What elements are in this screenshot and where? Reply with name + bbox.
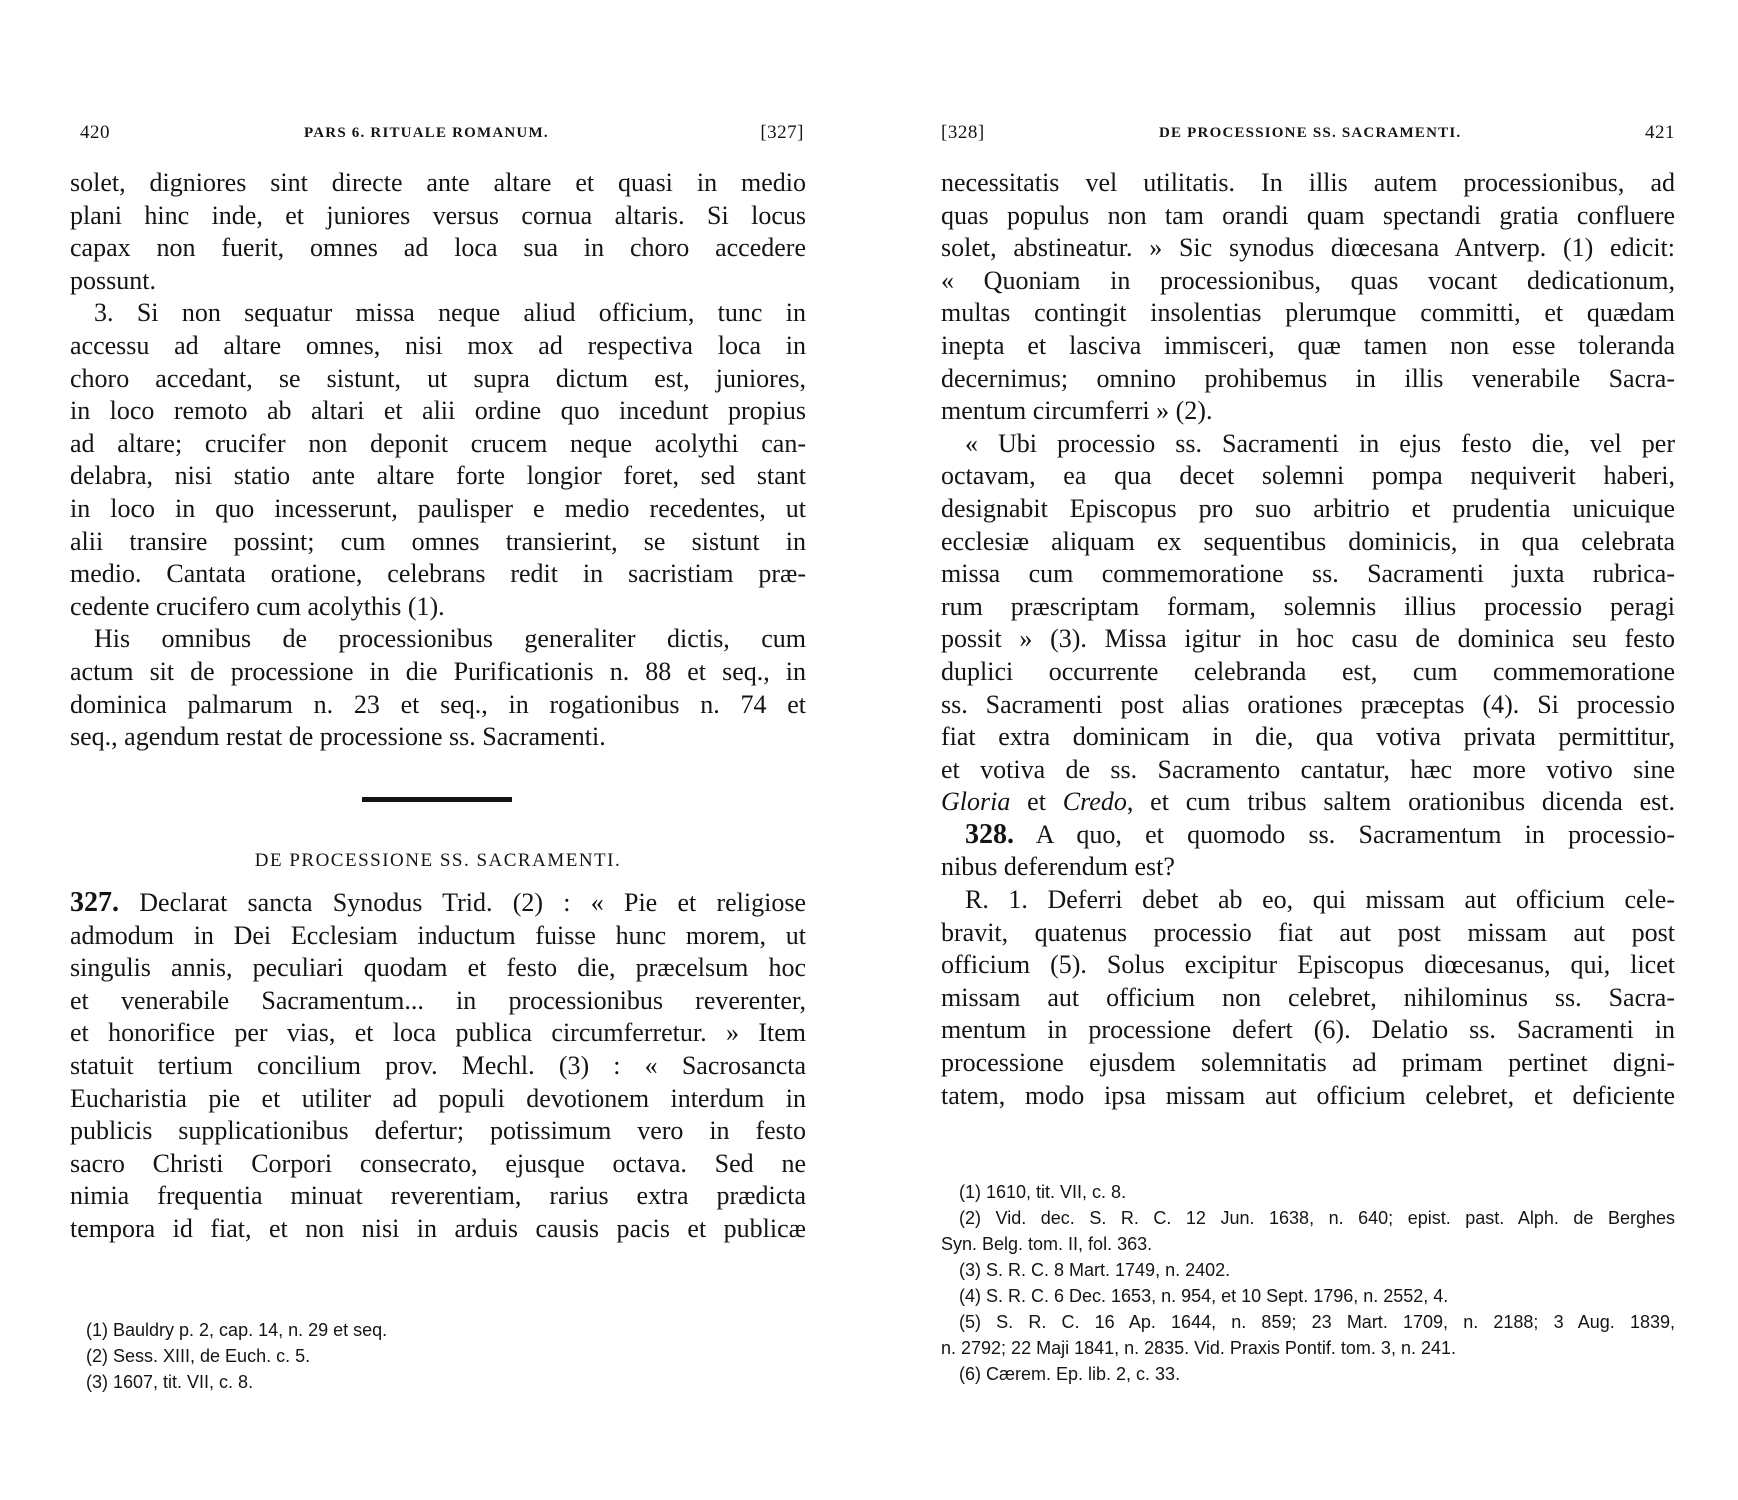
text-line: « Ubi processio ss. Sacramenti in ejus festo die, vel per: [965, 428, 1675, 458]
page-number: 421: [1645, 122, 1675, 143]
text-line: cedente crucifero cum acolythis (1).: [70, 591, 445, 621]
section-number: [327]: [760, 122, 804, 143]
text-line: statuit tertium concilium prov. Mechl. (3) : « Sacrosancta: [70, 1050, 806, 1080]
text-line: decernimus; omnino prohibemus in illis venerabile Sacra-: [941, 363, 1675, 393]
right-running-head: [941, 122, 1675, 148]
left-body-text-327: [70, 887, 806, 1246]
text-line: mentum circumferri » (2).: [941, 396, 1213, 426]
page-number: 420: [80, 122, 110, 143]
text-line: processione ejusdem solemnitatis ad primam pertinet digni-: [941, 1048, 1675, 1078]
text-line: tempora id fiat, et non nisi in arduis causis pacis et publicæ: [70, 1213, 806, 1243]
text-line: admodum in Dei Ecclesiam inductum fuisse hunc morem, ut: [70, 920, 806, 950]
footnote: (1) Bauldry p. 2, cap. 14, n. 29 et seq.: [86, 1320, 388, 1340]
text-line: rum præscriptam formam, solemnis illius processio peragi: [941, 591, 1675, 621]
footnote: (2) Sess. XIII, de Euch. c. 5.: [86, 1346, 311, 1366]
section-divider: [362, 797, 512, 802]
text-line: solet, digniores sint directe ante altare et quasi in medio: [70, 168, 806, 197]
text-line: « Quoniam in processionibus, quas vocant dedicationum,: [941, 265, 1675, 295]
text-line: duplici occurrente celebranda est, cum commemoratione: [941, 656, 1675, 686]
text-line: nibus deferendum est?: [941, 852, 1175, 882]
left-page: [70, 0, 806, 1500]
text-line: Eucharistia pie et utiliter ad populi devotionem interdum in: [70, 1083, 806, 1113]
text-line: possunt.: [70, 265, 156, 295]
text-line: medio. Cantata oratione, celebrans redit in sacristiam præ-: [70, 559, 806, 589]
footnote: n. 2792; 22 Maji 1841, n. 2835. Vid. Praxis Pontif. tom. 3, n. 241.: [941, 1338, 1456, 1358]
text-line: nimia frequentia minuat reverentiam, rarius extra prædicta: [70, 1181, 806, 1211]
text-line: fiat extra dominicam in die, qua votiva privata permittitur,: [941, 722, 1675, 752]
footnote: (4) S. R. C. 6 Dec. 1653, n. 954, et 10 Sept. 1796, n. 2552, 4.: [959, 1286, 1449, 1306]
text-line: [70, 887, 806, 920]
left-running-head: [70, 122, 806, 148]
text-line: seq., agendum restat de processione ss. Sacramenti.: [70, 722, 606, 752]
left-footnotes: [86, 1317, 806, 1395]
text-line: et votiva de ss. Sacramento cantatur, hæc more votivo sine: [941, 754, 1675, 784]
text-line: tatem, modo ipsa missam aut officium celebret, et deficiente: [941, 1080, 1675, 1110]
text-line: ecclesiæ aliquam ex sequentibus dominicis, in qua celebrata: [941, 526, 1675, 556]
text-line: 3. Si non sequatur missa neque aliud officium, tunc in: [94, 298, 806, 328]
section-heading: DE PROCESSIONE SS. SACRAMENTI.: [254, 850, 622, 871]
text-line: publicis supplicationibus defertur; potissimum vero in festo: [70, 1116, 806, 1146]
text-fragment: et: [1010, 787, 1063, 817]
running-title: PARS 6. RITUALE ROMANUM.: [304, 125, 549, 141]
text-line: missam aut officium non celebret, nihilominus ss. Sacra-: [941, 982, 1675, 1012]
text-line: in loco remoto ab altari et alii ordine quo incedunt propius: [70, 396, 806, 426]
italic-word: Gloria: [941, 787, 1011, 817]
text-line: et venerabile Sacramentum... in processionibus reverenter,: [70, 985, 806, 1015]
running-title: DE PROCESSIONE SS. SACRAMENTI.: [1159, 125, 1462, 141]
text-line: officium (5). Solus excipitur Episcopus diœcesanus, qui, licet: [941, 950, 1675, 980]
footnote: (5) S. R. C. 16 Ap. 1644, n. 859; 23 Mart. 1709, n. 2188; 3 Aug. 1839,: [959, 1312, 1675, 1332]
text-line: singulis annis, peculiari quodam et festo die, præcelsum hoc: [70, 953, 806, 983]
paragraph-number: 328.: [965, 818, 1014, 850]
italic-word: Credo: [1062, 787, 1127, 817]
text-line: choro accedant, se sistunt, ut supra dictum est, juniores,: [70, 363, 806, 393]
section-number: [328]: [941, 122, 985, 143]
footnote: (2) Vid. dec. S. R. C. 12 Jun. 1638, n. 640; epist. past. Alph. de Berghes: [959, 1208, 1675, 1228]
text-line: plani hinc inde, et juniores versus cornua altaris. Si locus: [70, 200, 806, 230]
paragraph-number: 327.: [70, 887, 119, 918]
text-line: et honorifice per vias, et loca publica circumferretur. » Item: [70, 1018, 806, 1048]
text-line: octavam, ea qua decet solemni pompa nequiverit haberi,: [941, 461, 1675, 491]
text-line: R. 1. Deferri debet ab eo, qui missam aut officium cele-: [965, 885, 1675, 915]
text-line: sacro Christi Corpori consecrato, ejusque octava. Sed ne: [70, 1148, 806, 1178]
text-line: necessitatis vel utilitatis. In illis autem processionibus, ad: [941, 168, 1675, 197]
footnote: Syn. Belg. tom. II, fol. 363.: [941, 1234, 1153, 1254]
right-page: [941, 0, 1675, 1500]
text-fragment: , et cum tribus saltem orationibus dicenda est.: [1126, 787, 1675, 817]
text-line: bravit, quatenus processio fiat aut post missam aut post: [941, 917, 1675, 947]
left-body-text: [70, 167, 806, 754]
text-line: ad altare; crucifer non deponit crucem neque acolythi can-: [70, 428, 806, 458]
text-line: designabit Episcopus pro suo arbitrio et prudentia unicuique: [941, 493, 1675, 523]
text-line: inepta et lasciva immisceri, quæ tamen non esse toleranda: [941, 330, 1675, 360]
text-line: alii transire possint; cum omnes transierint, se sistunt in: [70, 526, 806, 556]
text-line: mentum in processione defert (6). Delatio ss. Sacramenti in: [941, 1015, 1675, 1045]
text-line: quas populus non tam orandi quam spectandi gratia confluere: [941, 200, 1675, 230]
footnote: (3) 1607, tit. VII, c. 8.: [86, 1372, 254, 1392]
text-line: in loco in quo incesserunt, paulisper e medio recedentes, ut: [70, 493, 806, 523]
right-footnotes: [941, 1179, 1675, 1387]
text-line: solet, abstineatur. » Sic synodus diœcesana Antverp. (1) edicit:: [941, 233, 1675, 263]
text-line: [941, 786, 1675, 819]
text-line: delabra, nisi statio ante altare forte longior foret, sed stant: [70, 461, 806, 491]
footnote: (6) Cærem. Ep. lib. 2, c. 33.: [959, 1364, 1181, 1384]
right-body-text: [941, 167, 1675, 1112]
footnote: (3) S. R. C. 8 Mart. 1749, n. 2402.: [959, 1260, 1231, 1280]
text-line: capax non fuerit, omnes ad loca sua in choro accedere: [70, 233, 806, 263]
text-line: ss. Sacramenti post alias orationes præceptas (4). Si processio: [941, 689, 1675, 719]
text-line: possit » (3). Missa igitur in hoc casu de dominica seu festo: [941, 624, 1675, 654]
text-line: missa cum commemoratione ss. Sacramenti juxta rubrica-: [941, 559, 1675, 589]
text-line: [941, 819, 1675, 852]
text-line: accessu ad altare omnes, nisi mox ad respectiva loca in: [70, 330, 806, 360]
footnote: (1) 1610, tit. VII, c. 8.: [959, 1182, 1127, 1202]
text-fragment: A quo, et quomodo ss. Sacramentum in processio-: [1035, 819, 1675, 849]
text-line: dominica palmarum n. 23 et seq., in rogationibus n. 74 et: [70, 689, 806, 719]
text-fragment: Declarat sancta Synodus Trid. (2) : « Pie et religiose: [139, 888, 806, 917]
text-line: His omnibus de processionibus generaliter dictis, cum: [94, 624, 806, 654]
text-line: actum sit de processione in die Purificationis n. 88 et seq., in: [70, 656, 806, 686]
text-line: multas contingit insolentias plerumque committi, et quædam: [941, 298, 1675, 328]
